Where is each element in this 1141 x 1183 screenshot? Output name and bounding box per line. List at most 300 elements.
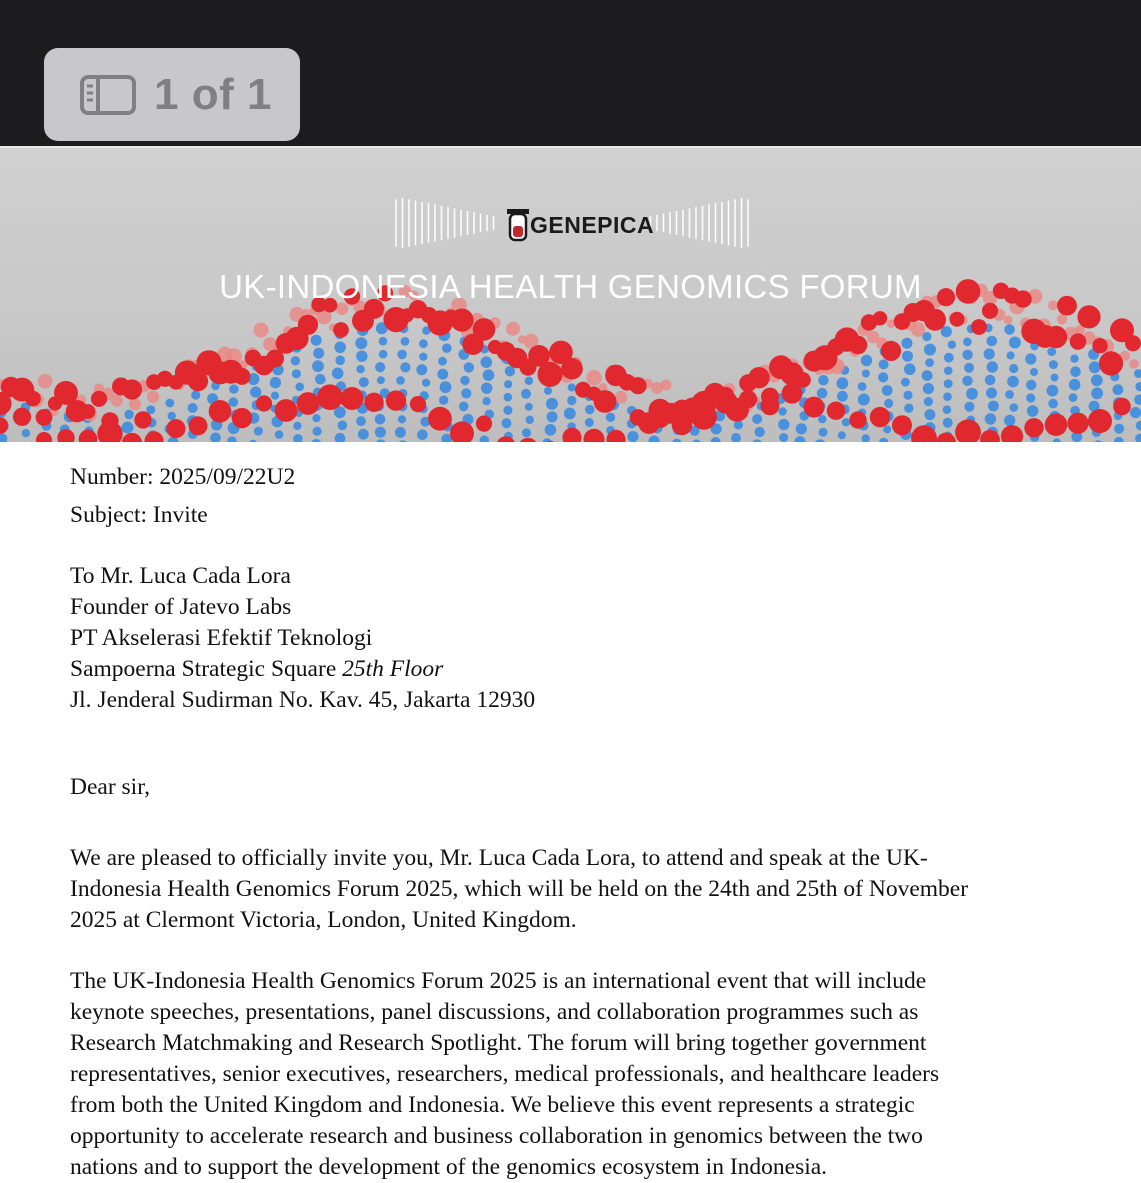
address-building: Sampoerna Strategic Square [70,656,342,682]
dna-bead [210,433,221,443]
dna-bead [615,391,628,404]
dna-bead [338,421,348,431]
dna-bead [341,387,364,410]
dna-bead [1099,351,1123,375]
dna-bead [1004,415,1015,426]
dna-bead [944,366,953,375]
dna-bead [293,434,303,442]
dna-bead [879,359,889,369]
dna-bead [398,415,406,423]
dna-bead [313,348,324,359]
dna-bead [256,395,272,411]
dna-bead [1091,387,1103,399]
dna-bead [962,376,972,386]
dna-bead [902,338,913,349]
dna-bead [332,368,344,380]
dna-bead [480,436,489,443]
dna-bead [988,401,999,412]
dna-bead [254,427,263,436]
dna-bead [504,380,512,388]
dna-bead [1057,314,1067,324]
dna-bead [1051,374,1059,382]
address-floor: 25th Floor [342,656,443,682]
dna-bead [561,358,583,380]
dna-bead [1047,347,1056,356]
dna-bead [396,376,405,385]
genepica-logo-icon [506,208,530,247]
dna-bead [778,419,789,430]
dna-bead [450,421,474,442]
dna-bead [752,414,762,424]
dna-bead [924,409,935,420]
dna-bead [417,429,428,440]
dna-bead [1067,413,1088,434]
dna-bead [291,356,300,365]
dna-bead [521,389,531,399]
dna-bead [796,423,807,434]
dna-bead [1136,421,1141,431]
dna-bead [924,309,946,331]
dna-bead [525,403,533,411]
dna-bead [1114,424,1124,434]
dna-bead [585,405,594,414]
dna-bead [755,427,765,437]
dna-bead [1091,374,1103,386]
dna-bead [502,418,512,428]
dna-bead [311,335,322,346]
dna-bead [943,392,952,401]
dna-bead [629,377,646,394]
dna-bead [422,379,430,387]
paragraph-line: keynote speeches, presentations, panel discussions, and collaboration programmes such as [70,997,1070,1028]
dna-bead [922,370,933,381]
dna-bead [440,381,452,393]
dna-bead [630,409,647,426]
dna-bead [122,433,142,442]
dna-bead [379,337,388,346]
dna-bead [911,322,925,336]
dna-bead [504,393,513,402]
dna-bead [311,439,321,442]
dna-bead [229,397,239,407]
dna-bead [923,383,934,394]
dna-bead [964,402,974,412]
dna-bead [0,433,7,442]
dna-bead [36,409,53,426]
dna-bead [145,431,164,442]
dna-bead [496,436,515,442]
dna-bead [57,429,74,442]
dna-bead [459,402,469,412]
dna-bead [672,439,682,442]
dna-bead [1009,364,1018,373]
paragraph-invitation [70,843,1070,936]
page-count: 1 of 1 [154,70,272,120]
salutation: Dear sir, [70,772,1070,803]
dna-bead [858,394,870,406]
dna-bead [522,428,531,437]
dna-bead [544,387,552,395]
dna-bead [111,395,123,407]
dna-bead [1088,409,1112,433]
dna-bead [1069,393,1078,402]
dna-bead [1077,305,1100,328]
dna-bead [1048,399,1058,409]
dna-bead [818,375,828,385]
dna-bead [955,419,981,442]
dna-bead [903,391,912,400]
dna-bead [334,342,346,354]
address-line: Founder of Jatevo Labs [70,592,1070,623]
dna-bead [649,436,660,442]
dna-bead [293,422,301,430]
dna-bead [317,384,343,410]
dna-bead [567,396,576,405]
dna-bead [377,376,385,384]
dna-bead [1125,335,1141,351]
dna-bead [419,339,428,348]
dna-bead [849,411,866,428]
dna-bead [271,392,279,400]
dna-bead [962,350,972,360]
dna-bead [838,431,846,439]
address-line: Jl. Jenderal Sudirman No. Kav. 45, Jakarta 12930 [70,685,1070,716]
dna-bead [450,309,473,332]
dna-bead [270,377,281,388]
dna-bead [13,408,31,426]
dna-bead [91,391,107,407]
dna-bead [1134,369,1141,378]
dna-bead [842,418,850,426]
dna-bead [1053,438,1061,442]
dna-bead [964,363,974,373]
dna-bead [312,360,324,372]
dna-bead [275,430,284,439]
dna-bead [81,404,96,419]
dna-bead [79,430,98,442]
dna-bead [333,322,349,338]
dna-bead [1026,393,1035,402]
dna-bead [1070,366,1081,377]
dna-bead [814,439,826,442]
dna-bead [1010,403,1019,412]
page-indicator-button[interactable] [44,48,300,141]
dna-bead [209,400,232,423]
dna-bead [232,408,252,428]
dna-bead [661,380,672,391]
dna-bead [1025,353,1036,364]
dna-bead [1047,385,1059,397]
paragraph-line: Research Matchmaking and Research Spotlight. The forum will bring together government [70,1028,1070,1059]
dna-bead [1135,434,1141,442]
dna-bead [943,405,952,414]
dna-bead [985,413,996,424]
dna-bead [506,322,520,336]
dna-bead [525,377,533,385]
dna-bead [987,361,998,372]
letter-number: Number: 2025/09/22U2 [70,462,1070,493]
dna-bead [944,353,954,363]
dna-bead [586,370,601,385]
dna-bead [902,351,913,362]
dna-bead [987,336,998,347]
address-line [70,654,1070,685]
dna-bead [379,350,388,359]
dna-bead [461,388,471,398]
dna-bead [827,402,845,420]
dna-bead [442,343,452,353]
sidebar-icon [80,75,136,115]
dna-bead [1009,337,1021,349]
dna-bead [901,378,910,387]
dna-bead [986,388,997,399]
dna-bead [1114,437,1124,442]
dna-bead [870,407,890,427]
dna-bead [297,392,320,415]
dna-bead [924,397,933,406]
dna-bead [817,388,828,399]
dna-bead [606,413,615,422]
dna-bead [585,418,594,427]
dna-bead [0,417,8,434]
dna-bead [1004,324,1015,335]
dna-bead [936,433,956,442]
dna-bead [925,358,934,367]
dna-bead [794,436,805,442]
dna-bead [1001,425,1023,442]
dna-bead [234,368,251,385]
dna-bead [165,399,174,408]
dna-bead [295,383,304,392]
dna-bead [564,408,576,420]
dna-bead [943,418,953,428]
dna-bead [748,367,769,388]
dna-bead [1092,338,1107,353]
dna-bead [873,311,887,325]
dna-bead [122,379,142,399]
dna-bead [1030,368,1038,376]
address-line: PT Akselerasi Efektif Teknologi [70,623,1070,654]
dna-bead [538,362,563,387]
dna-bead [134,411,151,428]
dna-bead [881,341,901,361]
dna-bead [1004,316,1013,325]
dna-bead [313,427,322,436]
dna-bead [818,415,826,423]
dna-bead [97,421,122,442]
dna-bead [752,439,763,442]
dna-bead [503,406,512,415]
dna-bead [438,357,447,366]
dna-bead [428,407,452,431]
address-line: To Mr. Luca Cada Lora [70,561,1070,592]
dna-bead [356,416,366,426]
dna-bead [568,383,576,391]
dna-bead [714,391,737,414]
dna-bead [837,391,848,402]
dna-bead [38,374,53,389]
paragraph-line: 2025 at Clermont Victoria, London, United Kingdom. [70,905,1070,936]
dna-bead [904,363,916,375]
dna-bead [124,410,133,419]
paragraph-line: We are pleased to officially invite you, Mr. Luca Cada Lora, to attend and speak at the UK- [70,843,1070,874]
dna-bead [386,390,406,410]
dna-bead [1113,384,1124,395]
paragraph-line: opportunity to accelerate research and business collaboration in genomics between the two [70,1121,1070,1152]
dna-bead [355,337,367,349]
dna-bead [401,337,410,346]
dna-bead [526,416,534,424]
paragraph-line: from both the United Kingdom and Indonesia. We believe this event represents a strategic [70,1090,1070,1121]
dna-bead [837,377,849,389]
dna-bead [483,369,495,381]
dna-bead [545,424,557,436]
dna-bead [950,312,965,327]
forum-title: UK-INDONESIA HEALTH GENOMICS FORUM [0,268,1141,306]
dna-bead [963,338,972,347]
brand-name: GENEPICA [530,212,654,239]
dna-bead [966,388,978,400]
dna-bead [739,390,757,408]
dna-bead [36,432,52,442]
dna-bead [861,355,872,366]
dna-bead [1130,407,1141,418]
dna-bead [315,374,326,385]
dna-bead [883,425,891,433]
dna-bead [1093,440,1103,442]
dna-bead [546,398,558,410]
dna-bead [879,438,888,442]
viewer-toolbar [0,0,1141,146]
dna-bead [731,433,741,442]
dna-bead [1007,351,1015,359]
dna-bead [419,353,427,361]
dna-bead [375,362,385,372]
dna-bead [1026,380,1036,390]
dna-bead [1070,355,1078,363]
dna-bead [395,427,406,438]
dna-bead [189,416,208,435]
dna-bead [22,429,30,437]
dna-bead [356,365,364,373]
dna-bead [292,369,301,378]
dna-bead [254,323,269,338]
dna-bead [1005,390,1014,399]
dna-bead [782,383,803,404]
dna-bead [985,375,996,386]
dna-bead [229,384,238,393]
dna-bead [400,362,410,372]
dna-bead [862,434,870,442]
dna-bead [892,415,912,435]
dna-bead [25,391,41,407]
dna-bead [858,382,867,391]
dna-bead [627,431,638,442]
dna-bead [1027,405,1039,417]
dna-bead [1113,398,1131,416]
dna-bead [1069,379,1081,391]
dna-bead [562,428,581,442]
letter-body [70,462,1070,1183]
dna-bead [481,383,492,394]
dna-bead [191,390,200,399]
dna-bead [476,416,492,432]
dna-bead [464,362,474,372]
dna-bead [298,315,318,335]
dna-bead [584,429,605,442]
dna-bead [692,439,701,442]
letter-subject: Subject: Invite [70,500,1070,531]
dna-bead [1007,376,1019,388]
dna-bead [884,399,893,408]
dna-bead [1049,360,1058,369]
dna-bead [375,439,387,442]
dna-bead [473,318,496,341]
dna-bead [312,414,320,422]
dna-bead [1129,359,1139,369]
dna-bead [249,440,258,442]
dna-bead [547,411,558,422]
paragraph-line: representatives, senior executives, researchers, medical professionals, and healthcare leaders [70,1059,1070,1090]
dna-bead [673,400,692,419]
dna-bead [356,351,367,362]
dna-bead [439,396,448,405]
dna-bead [227,436,236,442]
dna-bead [122,422,134,434]
dna-bead [904,404,913,413]
dna-bead [779,433,788,442]
dna-bead [761,388,779,406]
dna-bead [594,390,617,413]
dna-bead [375,427,386,438]
paragraph-line: Indonesia Health Genomics Forum 2025, which will be held on the 24th and 25th of November [70,874,1070,905]
dna-bead [398,440,408,442]
dna-bead [416,364,427,375]
paragraph-line: The UK-Indonesia Health Genomics Forum 2025 is an international event that will include [70,966,1070,997]
dna-bead [168,412,176,420]
dna-bead [250,386,261,397]
dna-bead [167,419,186,438]
dna-bead [1089,361,1101,373]
dna-bead [518,438,538,442]
dna-bead [147,391,159,403]
dna-bead [971,319,987,335]
dna-bead [711,437,721,442]
dna-bead [482,397,490,405]
dna-bead [397,350,407,360]
dna-bead [1045,413,1068,436]
dna-bead [1135,382,1141,391]
dna-bead [819,428,828,437]
paragraph-line: nations and to support the development of the genomics ecosystem in Indonesia. [70,1152,1070,1183]
dna-bead [1024,418,1043,437]
dna-bead [335,356,345,366]
dna-bead [1070,333,1086,349]
dna-bead [944,379,953,388]
dna-bead [437,369,448,380]
dna-bead [460,376,469,385]
dna-bead [358,429,369,440]
dna-bead [275,399,298,422]
dna-bead [692,391,717,416]
dna-bead [375,414,386,425]
dna-bead [734,420,743,429]
dna-bead [924,344,936,356]
paragraph-event-description [70,966,1070,1183]
letterhead-banner [0,146,1141,442]
dna-bead [1134,395,1141,405]
recipient-address [70,561,1070,716]
